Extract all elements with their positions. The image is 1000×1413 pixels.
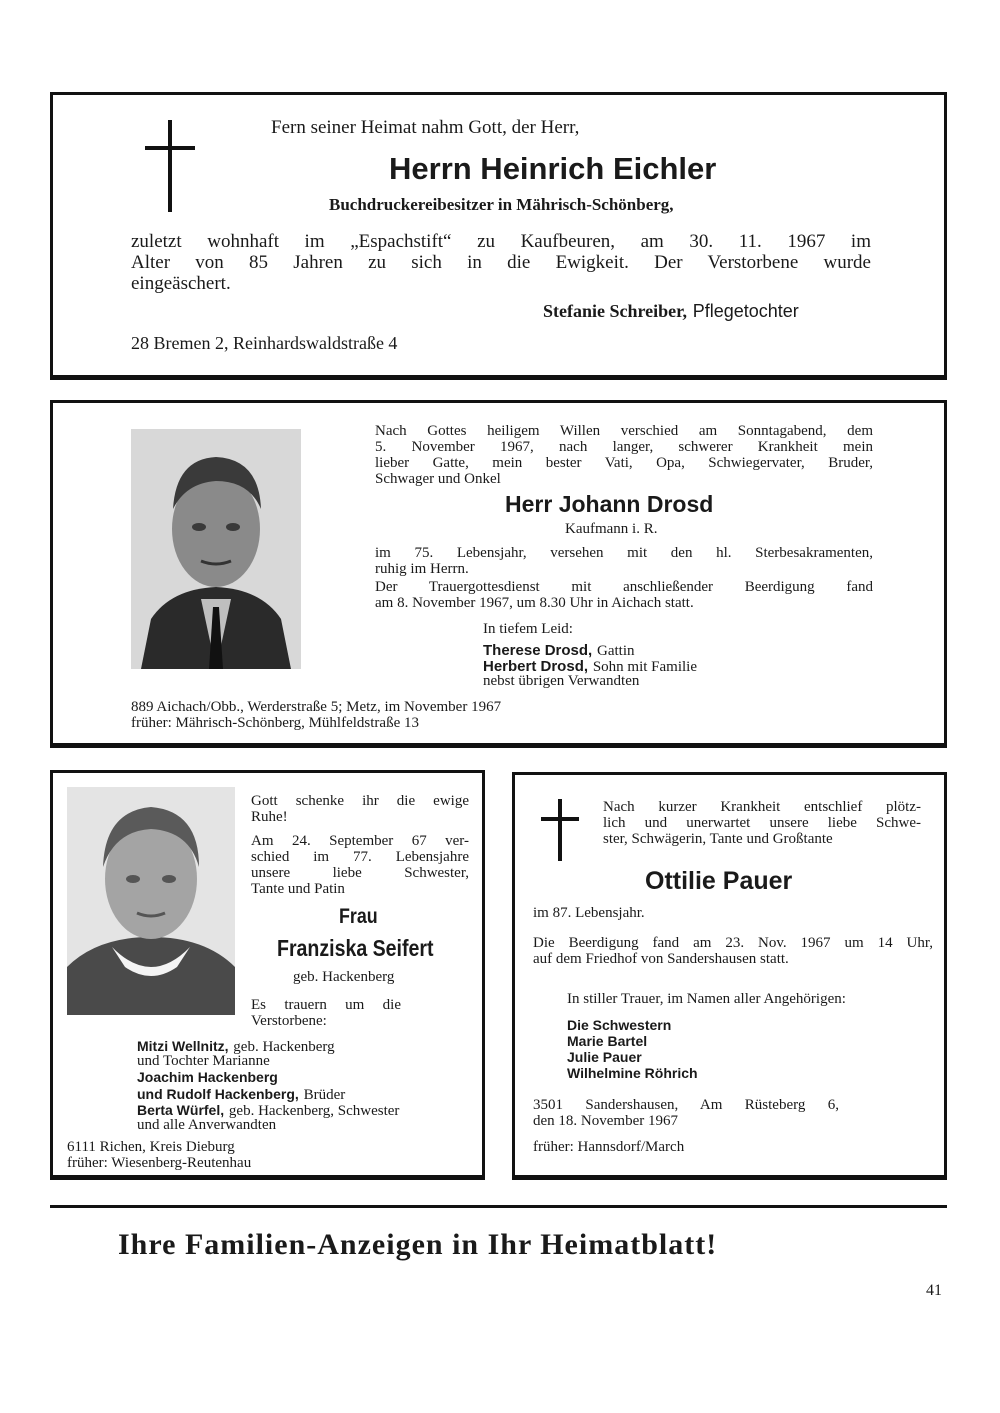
notice-drosd (50, 400, 947, 748)
deceased-name: Franziska Seifert (277, 935, 434, 961)
age-line-1: im 75. Lebensjahr, versehen mit den hl. Sterbesakramenten, (375, 545, 873, 561)
deceased-name: Herr Johann Drosd (505, 491, 714, 517)
intro-line-3: ster, Schwägerin, Tante und Großtante (603, 831, 833, 847)
line-6: Tante und Patin (251, 881, 345, 897)
mourn-line-2: Verstorbene: (251, 1013, 327, 1029)
signer (543, 301, 799, 322)
body-line-1: zuletzt wohnhaft im „Espachstift“ zu Kaufbeuren, am 30. 11. 1967 im (131, 231, 871, 252)
portrait-photo (67, 787, 235, 1015)
address-line-1: 889 Aichach/Obb., Werderstraße 5; Metz, im November 1967 (131, 699, 502, 715)
footer-divider (50, 1205, 947, 1208)
mourner-4-name: und Rudolf Hackenberg, (137, 1086, 299, 1102)
mourning-header: In tiefem Leid: (483, 621, 573, 637)
address-line-2: früher: Wiesenberg-Reutenhau (67, 1155, 252, 1171)
body-line-1: Nach Gottes heiligem Willen verschied am Sonntagabend, dem (375, 423, 873, 439)
mourner-1-name: Mitzi Wellnitz, (137, 1038, 229, 1054)
mourner-5-name: Berta Würfel, (137, 1102, 225, 1118)
former-address: früher: Hannsdorf/March (533, 1139, 685, 1155)
deceased-name: Herrn Heinrich Eichler (389, 151, 717, 186)
occupation: Buchdruckereibesitzer in Mährisch-Schönberg, (329, 195, 674, 214)
mourner-4-relation: Brüder (303, 1087, 346, 1103)
portrait-image (67, 787, 235, 1015)
mourner-6: und alle Anverwandten (137, 1117, 277, 1133)
mourner-1: Die Schwestern (567, 1017, 672, 1033)
funeral-line-2: auf dem Friedhof von Sandershausen statt. (533, 951, 789, 967)
mourner-2-name: Herbert Drosd, (483, 658, 589, 675)
mourner-2: und Tochter Marianne (137, 1053, 270, 1069)
footer-slogan: Ihre Familien-Anzeigen in Ihr Heimatblatt! (118, 1228, 718, 1261)
intro-line-2: lich und unerwartet unsere liebe Schwe- (603, 815, 921, 831)
line-2: Ruhe! (251, 809, 288, 825)
cross-icon (145, 120, 195, 212)
mourner-2-relation: Sohn mit Familie (592, 659, 697, 675)
portrait-image (131, 429, 301, 669)
occupation: Kaufmann i. R. (565, 521, 658, 537)
mourner-3: nebst übrigen Verwandten (483, 673, 640, 689)
mourner-5-relation: geb. Hackenberg, Schwester (228, 1103, 400, 1119)
body-line-2: Alter von 85 Jahren zu sich in die Ewigkeit. Der Verstorbene wurde (131, 252, 871, 273)
body-line-2: 5. November 1967, nach langer, schwerer Krankheit mein (375, 439, 873, 455)
age-line-2: ruhig im Herrn. (375, 561, 469, 577)
page-number: 41 (926, 1282, 942, 1299)
body-line-3: lieber Gatte, mein bester Vati, Opa, Schwiegervater, Bruder, (375, 455, 873, 471)
mourner-3: Julie Pauer (567, 1049, 642, 1065)
address-line-2: den 18. November 1967 (533, 1113, 678, 1129)
portrait-photo (131, 429, 301, 669)
line-4: schied im 77. Lebensjahre (251, 849, 469, 865)
service-line-1: Der Trauergottesdienst mit anschließender Beerdigung fand (375, 579, 873, 595)
signer-role: Pflegetochter (692, 301, 799, 321)
mourner-3: Joachim Hackenberg (137, 1069, 278, 1085)
notice-seifert (50, 770, 485, 1180)
funeral-line-1: Die Beerdigung fand am 23. Nov. 1967 um 14 Uhr, (533, 935, 933, 951)
address-line-1: 6111 Richen, Kreis Dieburg (67, 1139, 235, 1155)
mourner-2: Marie Bartel (567, 1033, 648, 1049)
deceased-name: Ottilie Pauer (645, 867, 793, 895)
mourn-line-1: Es trauern um die (251, 997, 401, 1013)
address-line-2: früher: Mährisch-Schönberg, Mühlfeldstraße 13 (131, 715, 419, 731)
cross-icon (541, 799, 579, 861)
notice-eichler (50, 92, 947, 380)
line-1: Gott schenke ihr die ewige (251, 793, 469, 809)
line-3: Am 24. September 67 ver- (251, 833, 469, 849)
signer-name: Stefanie Schreiber, (543, 301, 687, 321)
mourning-header: In stiller Trauer, im Namen aller Angehörigen: (567, 991, 846, 1007)
line-5: unsere liebe Schwester, (251, 865, 469, 881)
intro-line-1: Nach kurzer Krankheit entschlief plötz- (603, 799, 921, 815)
body-line-3: eingeäschert. (131, 273, 231, 294)
notice-pauer (512, 772, 947, 1180)
body-line-4: Schwager und Onkel (375, 471, 501, 487)
address: 28 Bremen 2, Reinhardswaldstraße 4 (131, 333, 398, 353)
born-name: geb. Hackenberg (293, 969, 395, 985)
title-frau: Frau (339, 905, 378, 928)
mourner-1-relation: Gattin (597, 643, 635, 659)
mourner-4: Wilhelmine Röhrich (567, 1065, 698, 1081)
intro-text: Fern seiner Heimat nahm Gott, der Herr, (271, 117, 580, 138)
mourner-1-relation: geb. Hackenberg (233, 1039, 335, 1055)
service-line-2: am 8. November 1967, um 8.30 Uhr in Aichach statt. (375, 595, 694, 611)
address-line-1: 3501 Sandershausen, Am Rüsteberg 6, (533, 1097, 839, 1113)
mourner-1-name: Therese Drosd, (483, 642, 593, 659)
age: im 87. Lebensjahr. (533, 905, 645, 921)
